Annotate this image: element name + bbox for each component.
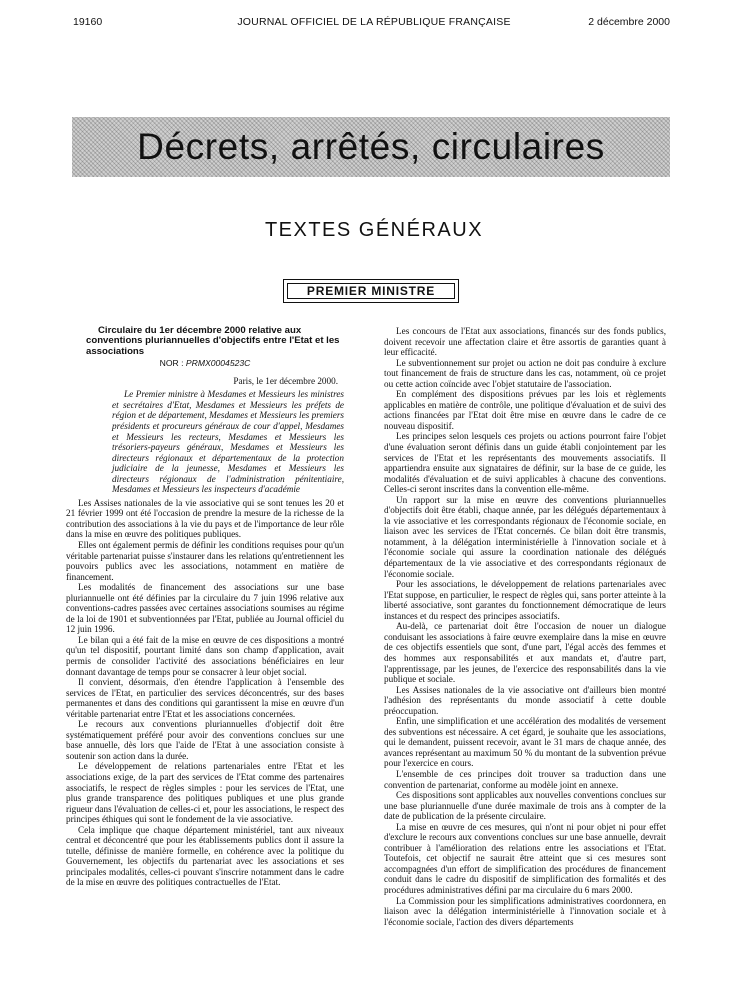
paragraph: Un rapport sur la mise en œuvre des conventions pluriannuelles d'objectifs doit être établi, chaque année, par les délégués départementaux à la vie associative et les correspondants régionaux de l'économie sociale, en liaison avec les services de l'Etat concernés. Ce bilan doit être transmis, notamment, à la délégation interministérielle à l'innovation sociale et à l'économie sociale qui assure la coordination nationale des délégués départementaux de la vie associative et des correspondants régionaux de l'économie sociale. (384, 494, 666, 579)
paragraph: Le développement de relations partenariales entre l'Etat et les associations exige, de la part des services de l'Etat comme des partenaires associatifs, le respect de règles simples : pour les services de l'Etat, une plus grande transparence des politiques publiques et une plus grande rigueur dans l'évaluation de celles-ci et, pour les associations, le respect des principes éthiques qui sont le fondement de la vie associative. (66, 761, 344, 825)
ministry-box (283, 279, 459, 303)
paragraph: Enfin, une simplification et une accélération des modalités de versement des subventions est nécessaire. A cet égard, je souhaite que les associations, qui le demandent, puissent recevoir, avant le 31 mars de chaque année, des avances représentant au maximum 50 % du montant de la subvention prévue pour l'exercice en cours. (384, 716, 666, 769)
paragraph: Il convient, désormais, d'en étendre l'application à l'ensemble des services de l'Etat, en particulier des services déconcentrés, sur des bases permanentes et dans des conditions qui garantissent la mise en œuvre d'un véritable partenariat entre l'Etat et les associations concernées. (66, 677, 344, 719)
paragraph: Les concours de l'Etat aux associations, financés sur des fonds publics, doivent recevoir une affectation claire et être assortis de garanties quant à leur efficacité. (384, 326, 666, 358)
document-title: Circulaire du 1er décembre 2000 relative aux conventions pluriannuelles d'objectifs entre l'Etat et les associations (86, 325, 340, 357)
paragraph: L'ensemble de ces principes doit trouver sa traduction dans une convention de partenariat, conforme au modèle joint en annexe. (384, 768, 666, 790)
paragraph: Cela implique que chaque département ministériel, tant aux niveaux central et déconcentré que pour les établissements publics dont il assure la tutelle, définisse de manière formelle, en cohérence avec la politique du Gouvernement, les objectifs du partenariat avec les associations et ses principales modalités, celles-ci pouvant s'inscrire notamment dans le cadre de la mise en œuvre des politiques contractuelles de l'Etat. (66, 824, 344, 888)
paragraph: Pour les associations, le développement de relations partenariales avec l'Etat suppose, en particulier, le respect de règles qui, sans porter atteinte à la liberté associative, sont garantes du fonctionnement démocratique de leurs instances et du respect des principes associatifs. (384, 579, 666, 621)
addressees: Le Premier ministre à Mesdames et Messieurs les ministres et secrétaires d'Etat, Mesdames et Messieurs les préfets de région et de département, Mesdames et Messieurs les premiers présidents et procureurs généraux de cour d'appel, Mesdames et Messieurs les recteurs, Mesdames et Messieurs les trésoriers-payeurs généraux, Mesdames et Messieurs les directeurs régionaux et départementaux de la protection judiciaire de la jeunesse, Mesdames et Messieurs les directeurs régionaux de l'administration pénitentiaire, Mesdames et Messieurs les inspecteurs d'académie (112, 389, 344, 495)
left-column (66, 326, 344, 888)
nor-code: PRMX0004523C (185, 358, 251, 369)
paragraph: Ces dispositions sont applicables aux nouvelles conventions conclues sur une base pluriannuelle d'une durée maximale de trois ans à compter de la date de publication de la présente circulaire. (384, 790, 666, 822)
rubric-title: Décrets, arrêtés, circulaires (137, 126, 605, 167)
paragraph: Le bilan qui a été fait de la mise en œuvre de ces dispositions a montré qu'un tel dispositif, pourtant limité dans son champ d'application, avait permis de consolider l'activité des associations bénéficiaires en leur donnant davantage de temps pour se consacrer à leur objet social. (66, 634, 344, 677)
paragraph: La Commission pour les simplifications administratives coordonnera, en liaison avec la délégation interministérielle à l'innovation sociale et à l'économie sociale, l'action des divers départements (384, 895, 666, 927)
paragraph: La mise en œuvre de ces mesures, qui n'ont ni pour objet ni pour effet d'exclure le recours aux conventions conclues sur une base annuelle, devrait contribuer à l'amélioration des relations entre les associations et l'Etat. Toutefois, cet objectif ne saurait être atteint que si ces mesures sont accompagnées d'un effort de simplification des procédures de financement conduit dans le cadre du dispositif de simplification des formalités et des procédures administratives défini par ma circulaire du 6 mars 2000. (384, 821, 666, 895)
nor-reference (66, 358, 344, 369)
right-column (384, 326, 666, 927)
nor-label: NOR : (159, 358, 184, 369)
paragraph: Les principes selon lesquels ces projets ou actions pourront faire l'objet d'une évaluation seront définis dans un guide établi conjointement par les services de l'Etat et les représentants des mouvements associatifs. Il appartiendra ensuite aux signataires de définir, sur la base de ce guide, les modalités d'évaluation et de suivi applicables à chacune des conventions. Celles-ci seront inscrites dans la convention elle-même. (384, 431, 666, 495)
right-paragraphs (384, 326, 666, 927)
issue-date: 2 décembre 2000 (588, 16, 670, 28)
paragraph: Les Assises nationales de la vie associative ont d'ailleurs bien montré l'adhésion des représentants du monde associatif à cette double préoccupation. (384, 684, 666, 716)
rubric-banner (72, 117, 670, 177)
paragraph: Elles ont également permis de définir les conditions requises pour qu'un véritable partenariat puisse s'instaurer dans les relations qu'entretiennent les pouvoirs publics avec les associations, notamment en matière de financement. (66, 539, 344, 582)
paragraph: Au-delà, ce partenariat doit être l'occasion de nouer un dialogue conduisant les associations à faire œuvre exemplaire dans la mise en œuvre de ces objectifs essentiels que sont, d'une part, l'égal accès des femmes et des hommes aux responsabilités et aux mandats et, d'autre part, l'apprentissage, par les jeunes, de l'exercice des responsabilités dans la vie publique et sociale. (384, 621, 666, 685)
page-number: 19160 (73, 16, 103, 28)
place-date: Paris, le 1er décembre 2000. (233, 375, 338, 386)
paragraph: Le recours aux conventions pluriannuelles d'objectif doit être systématiquement préféré pour avoir des conventions conclues sur une base annuelle, dès lors que l'aide de l'Etat à une association consiste à soutenir son action dans la durée. (66, 719, 344, 761)
ministry-name: PREMIER MINISTRE (306, 284, 436, 298)
left-paragraphs (66, 498, 344, 888)
paragraph: En complément des dispositions prévues par les lois et règlements applicables en matière de contrôle, une politique d'évaluation et de suivi des actions financées par l'Etat doit être mise en œuvre dans le cadre de ce nouveau dispositif. (384, 389, 666, 431)
paragraph: Les Assises nationales de la vie associative qui se sont tenues les 20 et 21 février 1999 ont été l'occasion de prendre la mesure de la richesse de la contribution des associations à la vie du pays et de l'importance de leur rôle dans la mise en œuvre des politiques publiques. (66, 497, 344, 540)
journal-title: JOURNAL OFFICIEL DE LA RÉPUBLIQUE FRANÇAISE (237, 16, 511, 28)
section-title: TEXTES GÉNÉRAUX (264, 219, 484, 241)
running-header (0, 16, 748, 30)
paragraph: Le subventionnement sur projet ou action ne doit pas conduire à exclure tout financement de frais de structure dans les cas, notamment, où ce projet ou cette action coïncide avec l'objet statutaire de l'association. (384, 357, 666, 389)
paragraph: Les modalités de financement des associations sur une base pluriannuelle ont été définies par la circulaire du 7 juin 1996 relative aux conventions-cadres passées avec certaines associations soumises au régime de la loi de 1901 et subventionnées par l'Etat, publiée au Journal officiel du 12 juin 1996. (66, 582, 344, 635)
